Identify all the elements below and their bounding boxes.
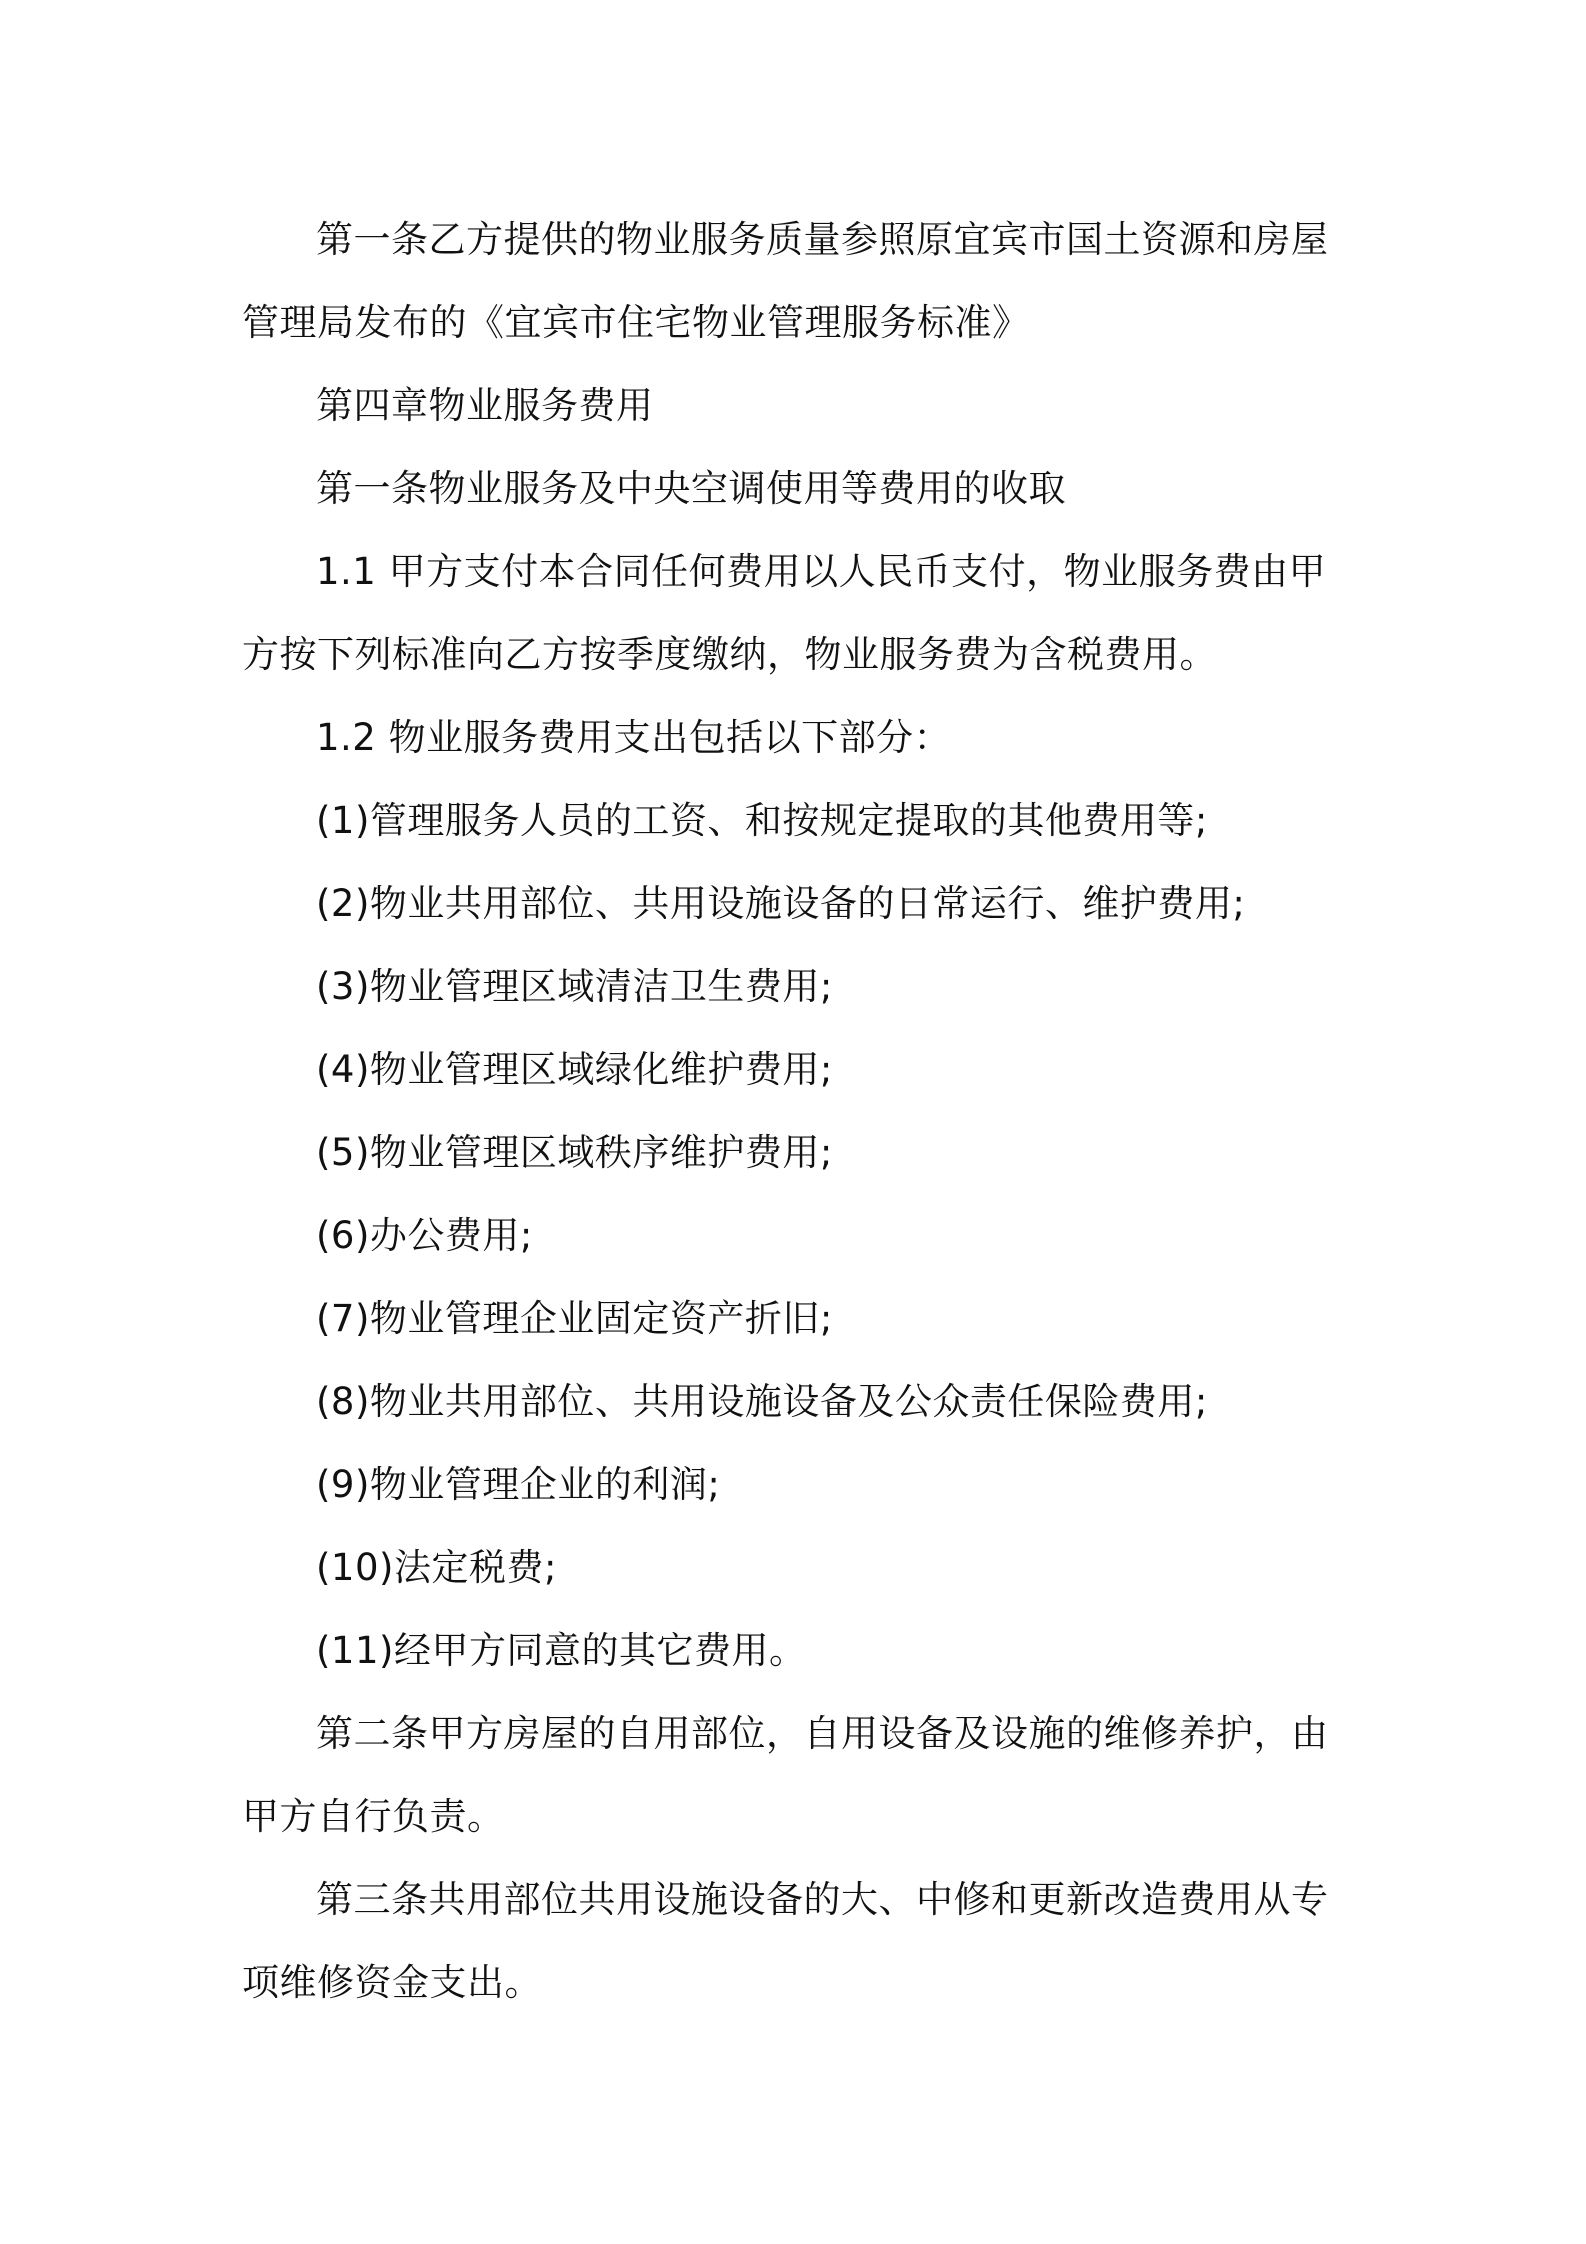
list-item-7: (7)物业管理企业固定资产折旧; — [316, 1297, 833, 1340]
list-item-4: (4)物业管理区域绿化维护费用; — [316, 1048, 833, 1091]
list-item-2: (2)物业共用部位、共用设施设备的日常运行、维护费用; — [316, 882, 1246, 925]
clause-self-use-maintenance: 第二条甲方房屋的自用部位，自用设备及设施的维修养护，由甲方自行负责。 — [242, 1712, 1329, 1838]
list-item-3: (3)物业管理区域清洁卫生费用; — [316, 965, 833, 1008]
chapter-heading: 第四章物业服务费用 — [316, 384, 654, 427]
clause-maintenance-fund: 第三条共用部位共用设施设备的大、中修和更新改造费用从专项维修资金支出。 — [242, 1878, 1329, 2004]
list-item-11: (11)经甲方同意的其它费用。 — [316, 1629, 807, 1672]
clause-service-quality: 第一条乙方提供的物业服务质量参照原宜宾市国土资源和房屋管理局发布的《宜宾市住宅物业管理服务标准》 — [242, 218, 1329, 344]
list-item-9: (9)物业管理企业的利润; — [316, 1463, 721, 1506]
list-item-8: (8)物业共用部位、共用设施设备及公众责任保险费用; — [316, 1380, 1208, 1423]
item-1-1: 1.1 甲方支付本合同任何费用以人民币支付，物业服务费由甲方按下列标准向乙方按季度缴纳，物业服务费为含税费用。 — [242, 550, 1327, 676]
item-1-2: 1.2 物业服务费用支出包括以下部分： — [316, 716, 952, 759]
list-item-1: (1)管理服务人员的工资、和按规定提取的其他费用等; — [316, 799, 1208, 842]
list-item-10: (10)法定税费; — [316, 1546, 557, 1589]
list-item-5: (5)物业管理区域秩序维护费用; — [316, 1131, 833, 1174]
clause-fee-collection: 第一条物业服务及中央空调使用等费用的收取 — [316, 467, 1066, 510]
document-body — [242, 198, 1352, 2024]
list-item-6: (6)办公费用; — [316, 1214, 533, 1257]
